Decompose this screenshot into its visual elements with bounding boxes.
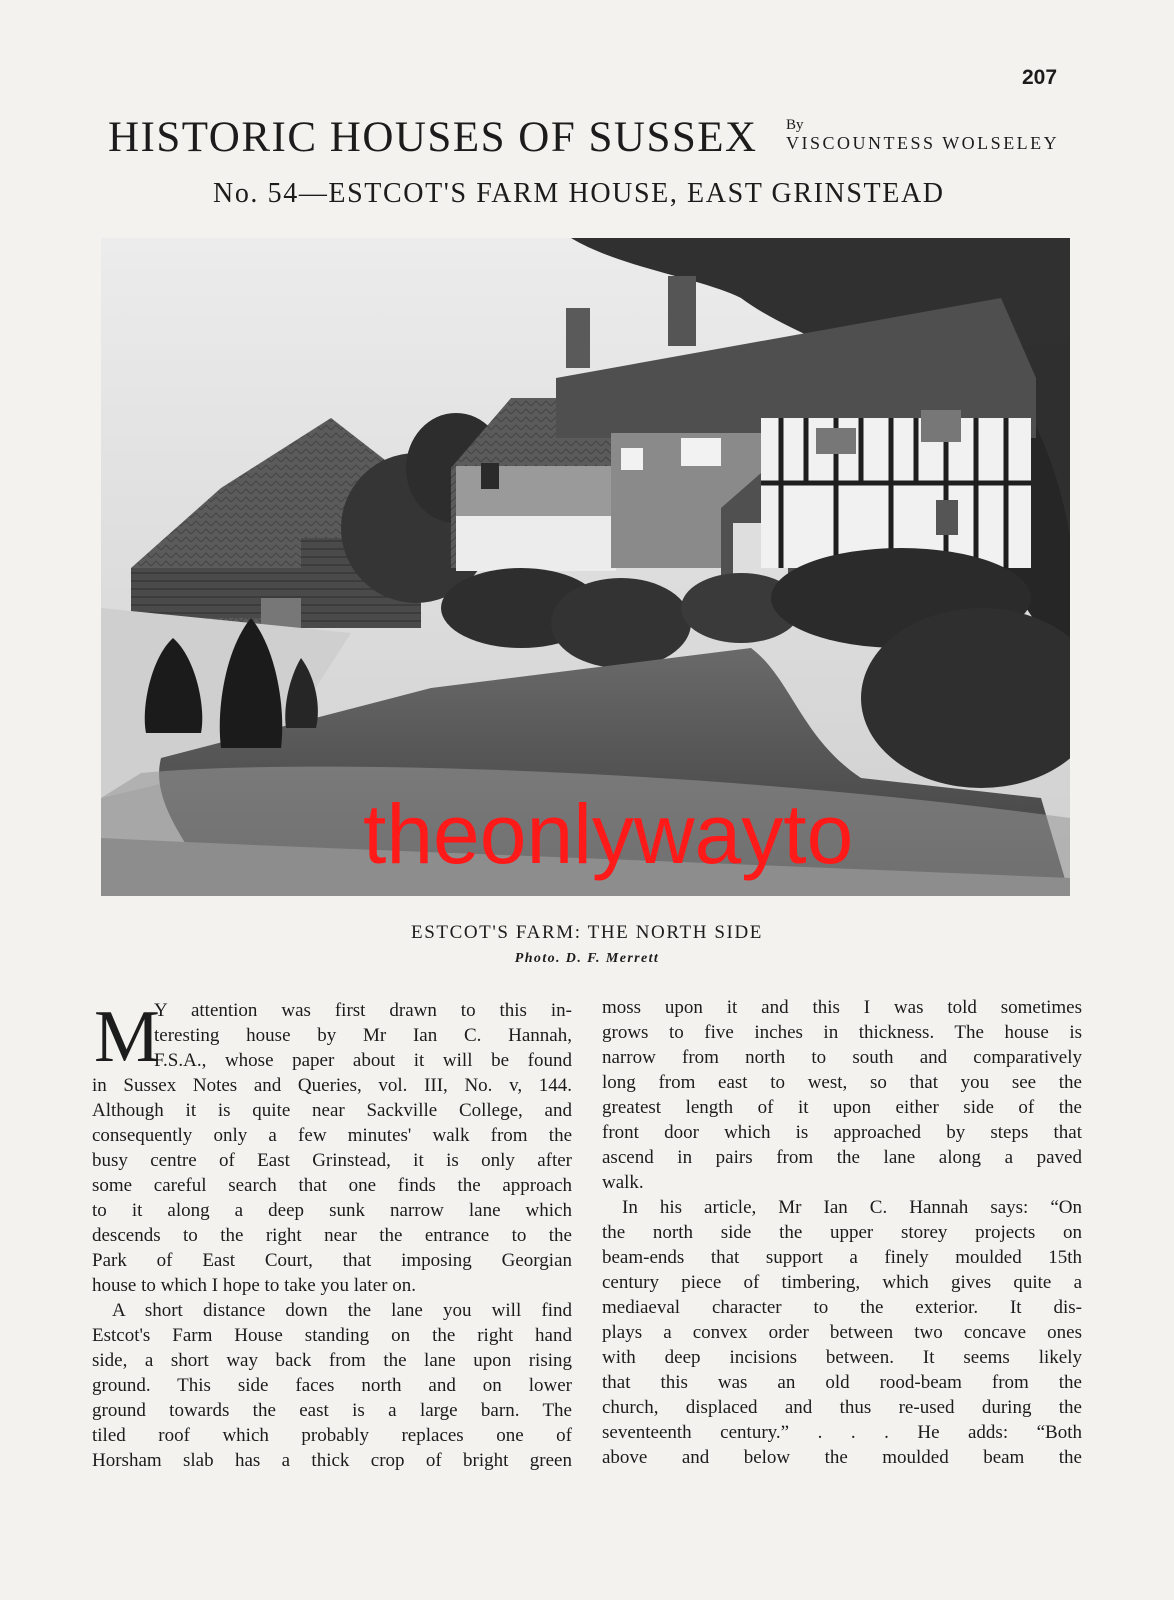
byline-prefix: By <box>786 117 804 133</box>
text-line: teresting house by Mr Ian C. Hannah, <box>154 1025 572 1046</box>
text-line: long from east to west, so that you see the <box>602 1072 1082 1093</box>
article-column-right <box>602 995 1082 1470</box>
byline <box>786 118 1059 153</box>
house-photograph <box>101 238 1070 896</box>
text-line: house to which I hope to take you later on. <box>92 1275 416 1296</box>
text-line: in Sussex Notes and Queries, vol. III, No. v, 144. <box>92 1075 572 1096</box>
text-line: F.S.A., whose paper about it will be found <box>154 1050 572 1071</box>
text-line: descends to the right near the entrance to the <box>92 1225 572 1246</box>
text-line: Horsham slab has a thick crop of bright green <box>92 1450 572 1471</box>
text-line: In his article, Mr Ian C. Hannah says: “On <box>622 1197 1082 1218</box>
text-line: mediaeval character to the exterior. It dis- <box>602 1297 1082 1318</box>
text-line: front door which is approached by steps that <box>602 1122 1082 1143</box>
text-line: above and below the moulded beam the <box>602 1447 1082 1468</box>
text-line: seventeenth century.” . . . He adds: “Both <box>602 1422 1082 1443</box>
text-line: century piece of timbering, which gives quite a <box>602 1272 1082 1293</box>
article-title: No. 54—ESTCOT'S FARM HOUSE, EAST GRINSTEAD <box>213 178 945 209</box>
text-line: tiled roof which probably replaces one of <box>92 1425 572 1446</box>
text-line: church, displaced and thus re-used during the <box>602 1397 1082 1418</box>
text-line: consequently only a few minutes' walk from the <box>92 1125 572 1146</box>
text-line: the north side the upper storey projects on <box>602 1222 1082 1243</box>
text-line: greatest length of it upon either side of the <box>602 1097 1082 1118</box>
text-line: A short distance down the lane you will find <box>112 1300 572 1321</box>
text-line: moss upon it and this I was told sometimes <box>602 997 1082 1018</box>
series-title: HISTORIC HOUSES OF SUSSEX <box>108 114 758 161</box>
photo-watermark: theonlywayto <box>363 787 854 881</box>
photo-credit: Photo. D. F. Merrett <box>514 951 660 966</box>
text-line: Park of East Court, that imposing Georgian <box>92 1250 572 1271</box>
text-line: plays a convex order between two concave ones <box>602 1322 1082 1343</box>
text-line: ascend in pairs from the lane along a paved <box>602 1147 1082 1168</box>
text-line: side, a short way back from the lane upon rising <box>92 1350 572 1371</box>
text-line: Y attention was first drawn to this in- <box>154 1000 572 1021</box>
photo-illustration <box>101 238 1070 896</box>
text-line: some careful search that one finds the approach <box>92 1175 572 1196</box>
page-number: 207 <box>1022 66 1058 89</box>
text-line: busy centre of East Grinstead, it is only after <box>92 1150 572 1171</box>
text-line: narrow from north to south and comparatively <box>602 1047 1082 1068</box>
byline-author: VISCOUNTESS WOLSELEY <box>786 132 1060 153</box>
text-line: Estcot's Farm House standing on the right hand <box>92 1325 572 1346</box>
text-line: ground towards the east is a large barn. The <box>92 1400 572 1421</box>
drop-cap: M <box>94 996 160 1078</box>
text-line: grows to five inches in thickness. The house is <box>602 1022 1082 1043</box>
text-line: to it along a deep sunk narrow lane which <box>92 1200 572 1221</box>
text-line: walk. <box>602 1172 644 1193</box>
text-line: Although it is quite near Sackville College, and <box>92 1100 572 1121</box>
text-line: ground. This side faces north and on lower <box>92 1375 572 1396</box>
text-line: beam-ends that support a finely moulded 15th <box>602 1247 1082 1268</box>
text-line: that this was an old rood-beam from the <box>602 1372 1082 1393</box>
text-line: with deep incisions between. It seems likely <box>602 1347 1082 1368</box>
photo-caption: ESTCOT'S FARM: THE NORTH SIDE <box>410 922 763 943</box>
article-column-left <box>92 998 572 1473</box>
